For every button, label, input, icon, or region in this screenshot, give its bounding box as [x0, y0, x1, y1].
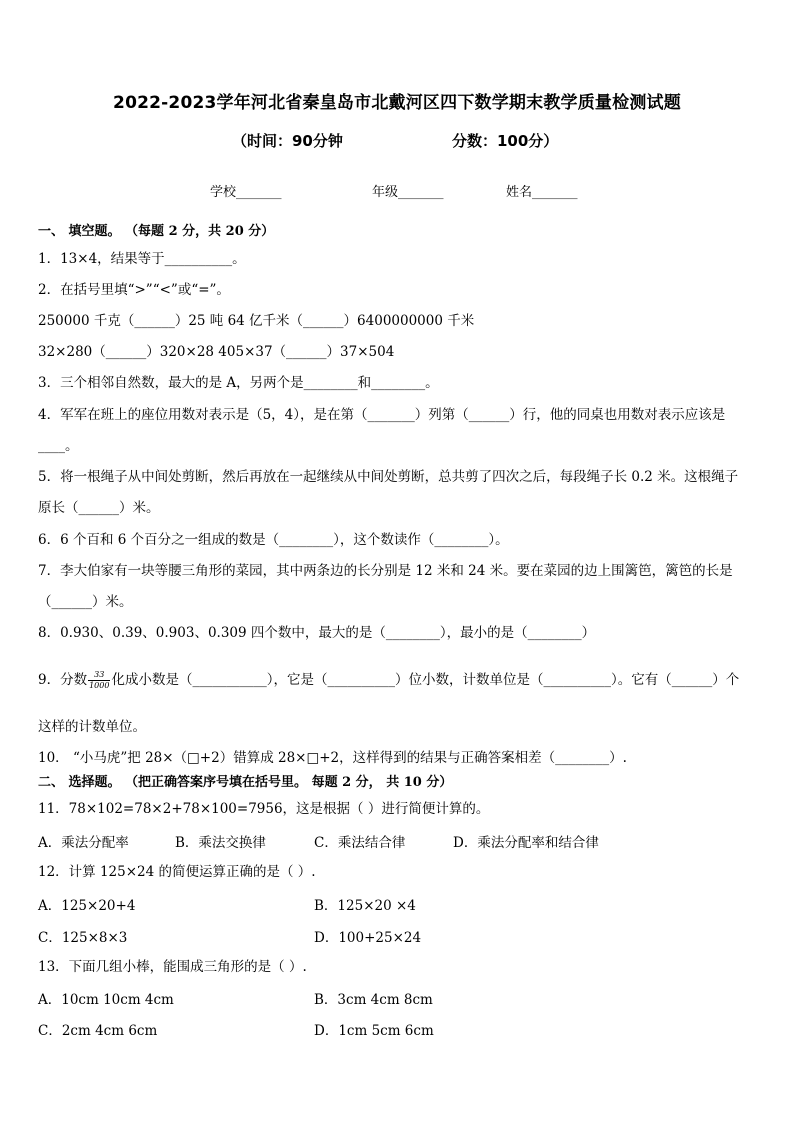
question-2: 2．在括号里填“>”“<”或“=”。 — [38, 282, 230, 298]
total-score: 分数：100分） — [452, 132, 559, 150]
question-13: 13．下面几组小棒，能围成三角形的是（ ）. — [38, 959, 307, 975]
q11-option-a: A．乘法分配率 — [38, 835, 129, 851]
q12-option-c: C．125×8×3 — [38, 930, 128, 946]
grade-field: 年级_______ — [372, 185, 444, 200]
q12-option-d: D．100+25×24 — [314, 930, 422, 946]
question-3: 3．三个相邻自然数，最大的是 A，另两个是________和________。 — [38, 375, 439, 391]
question-10: 10． “小马虎”把 28×（□+2）错算成 28×□+2，这样得到的结果与正确答案相差（________）. — [38, 750, 627, 766]
q13-option-b: B．3cm 4cm 8cm — [314, 992, 433, 1008]
name-field: 姓名_______ — [506, 185, 578, 200]
question-4: 4．军军在班上的座位用数对表示是（5，4），是在第（_______）列第（______）行，他的同桌也用数对表示应该是 — [38, 407, 726, 423]
question-7: 7．李大伯家有一块等腰三角形的菜园，其中两条边的长分别是 12 米和 24 米。要在菜园的边上围篱笆，篱笆的长是 — [38, 563, 733, 579]
question-12: 12．计算 125×24 的简便运算正确的是（ ）. — [38, 864, 316, 880]
exam-title: 2022-2023学年河北省秦皇岛市北戴河区四下数学期末教学质量检测试题 — [113, 93, 681, 113]
time-limit: （时间：90分钟 — [232, 132, 343, 150]
q13-option-c: C．2cm 4cm 6cm — [38, 1023, 158, 1039]
q11-option-b: B．乘法交换律 — [175, 835, 266, 851]
q13-option-a: A．10cm 10cm 4cm — [38, 992, 174, 1008]
fraction-denominator: 1000 — [89, 681, 110, 690]
question-4-cont: ____。 — [38, 438, 79, 454]
question-9-cont: 这样的计数单位。 — [38, 719, 146, 735]
q13-option-d: D．1cm 5cm 6cm — [314, 1023, 434, 1039]
question-11: 11．78×102=78×2+78×100=7956，这是根据（ ）进行简便计算的。 — [38, 801, 490, 817]
section-heading-fill: 一、 填空题。 （每题 2 分，共 20 分） — [38, 224, 275, 239]
q12-option-b: B．125×20 ×4 — [314, 898, 416, 914]
section-heading-choice: 二、 选择题。 （把正确答案序号填在括号里。 每题 2 分， 共 10 分） — [38, 775, 453, 790]
question-9-prefix: 9．分数 — [38, 672, 88, 688]
q11-option-d: D．乘法分配率和结合律 — [453, 835, 599, 851]
question-5: 5．将一根绳子从中间处剪断，然后再放在一起继续从中间处剪断，总共剪了四次之后，每段绳子长 0.2 米。这根绳子 — [38, 469, 739, 485]
q12-option-a: A．125×20+4 — [38, 898, 136, 914]
fraction-numerator: 33 — [88, 670, 110, 681]
question-7-cont: （______）米。 — [38, 594, 133, 610]
question-6: 6．6 个百和 6 个百分之一组成的数是（________），这个数读作（________）。 — [38, 532, 509, 548]
question-1: 1．13×4，结果等于__________。 — [38, 251, 246, 267]
question-2-row-2: 32×280（______）320×28 405×37（______）37×504 — [38, 344, 395, 360]
question-9 — [38, 670, 739, 691]
question-9-text: 化成小数是（___________），它是（__________）位小数，计数单位是（__________）。它有（______）个 — [111, 672, 740, 688]
question-5-cont: 原长（______）米。 — [38, 500, 160, 516]
question-8: 8．0.930、0.39、0.903、0.309 四个数中，最大的是（________），最小的是（________） — [38, 625, 596, 641]
q11-option-c: C．乘法结合律 — [314, 835, 406, 851]
school-field: 学校_______ — [210, 185, 282, 200]
fraction — [88, 670, 110, 691]
question-2-row-1: 250000 千克（______）25 吨 64 亿千米（______）6400000000 千米 — [38, 313, 475, 329]
